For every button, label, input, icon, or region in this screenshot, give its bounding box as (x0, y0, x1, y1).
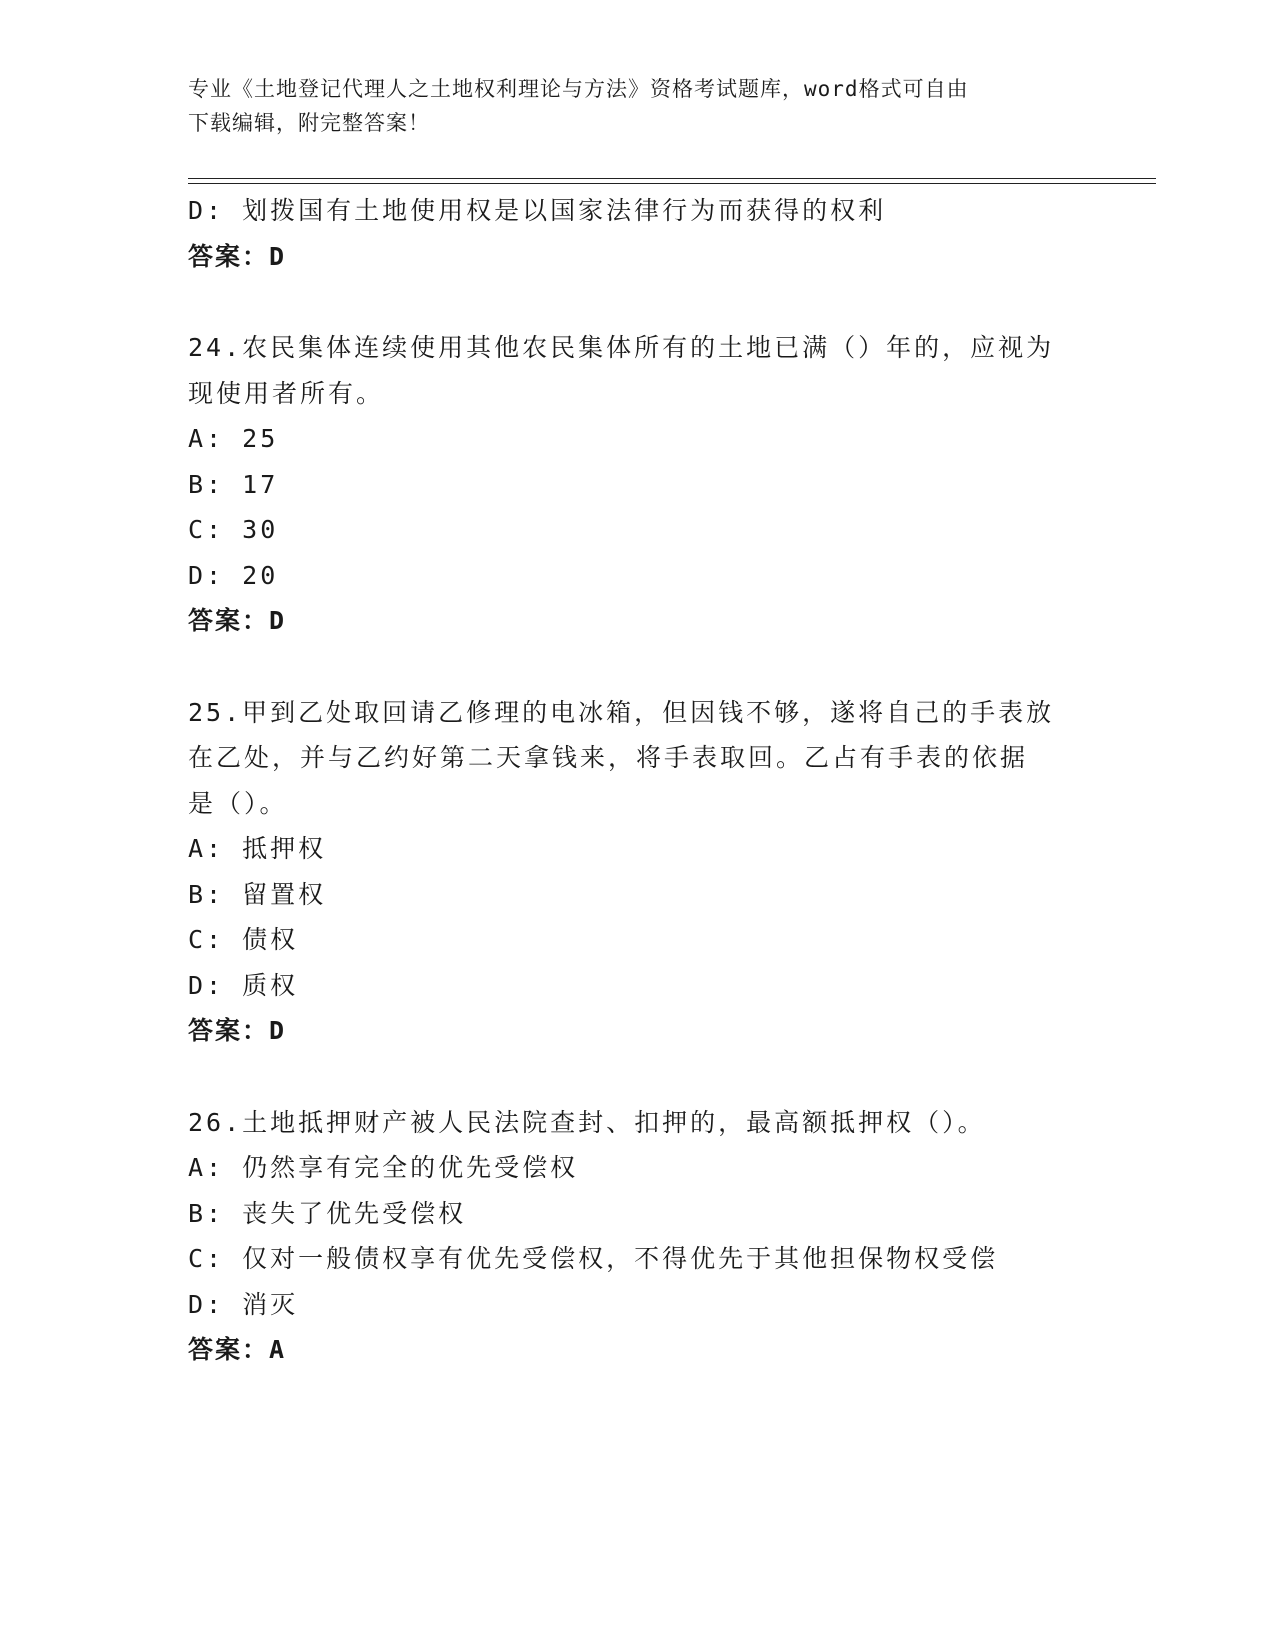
answer-line: 答案：D (188, 241, 287, 271)
header-line-1: 专业《土地登记代理人之土地权利理论与方法》资格考试题库，word格式可自由 (188, 77, 969, 101)
option-c: C: 仅对一般债权享有优先受偿权，不得优先于其他担保物权受偿 (188, 1244, 999, 1273)
question-stem-line: 25.甲到乙处取回请乙修理的电冰箱，但因钱不够，遂将自己的手表放 (188, 697, 1055, 727)
option-b: B: 丧失了优先受偿权 (188, 1198, 467, 1228)
option-a: A: 25 (188, 424, 279, 453)
option-d: D: 划拨国有土地使用权是以国家法律行为而获得的权利 (188, 196, 887, 225)
option-b: B: 留置权 (188, 879, 327, 909)
answer-line: 答案：D (188, 1016, 287, 1045)
answer-line: 答案：A (188, 1335, 287, 1364)
answer-line: 答案：D (188, 606, 287, 635)
question-stem-line: 现使用者所有。 (188, 378, 385, 408)
question-stem-line: 26.土地抵押财产被人民法院查封、扣押的，最高额抵押权（）。 (188, 1107, 986, 1137)
option-c: C: 30 (188, 515, 279, 544)
question-26 (188, 1100, 1088, 1373)
question-24 (188, 325, 1088, 644)
option-a: A: 抵押权 (188, 834, 327, 863)
header-divider-bottom (188, 183, 1156, 184)
question-stem-line: 24.农民集体连续使用其他农民集体所有的土地已满（）年的，应视为 (188, 333, 1055, 362)
prev-question-tail (188, 188, 1088, 279)
header-line-2: 下载编辑，附完整答案！ (188, 111, 430, 135)
option-a: A: 仍然享有完全的优先受偿权 (188, 1153, 579, 1182)
option-c: C: 债权 (188, 925, 299, 954)
question-25 (188, 690, 1088, 1054)
option-d: D: 20 (188, 560, 279, 590)
option-d: D: 消灭 (188, 1289, 299, 1319)
header-divider-top (188, 178, 1156, 179)
question-stem-line: 是（）。 (188, 788, 288, 818)
option-d: D: 质权 (188, 970, 299, 1000)
question-list (188, 188, 1088, 1373)
document-header (188, 72, 1088, 140)
option-b: B: 17 (188, 469, 279, 499)
question-stem-line: 在乙处，并与乙约好第二天拿钱来，将手表取回。乙占有手表的依据 (188, 743, 1029, 772)
